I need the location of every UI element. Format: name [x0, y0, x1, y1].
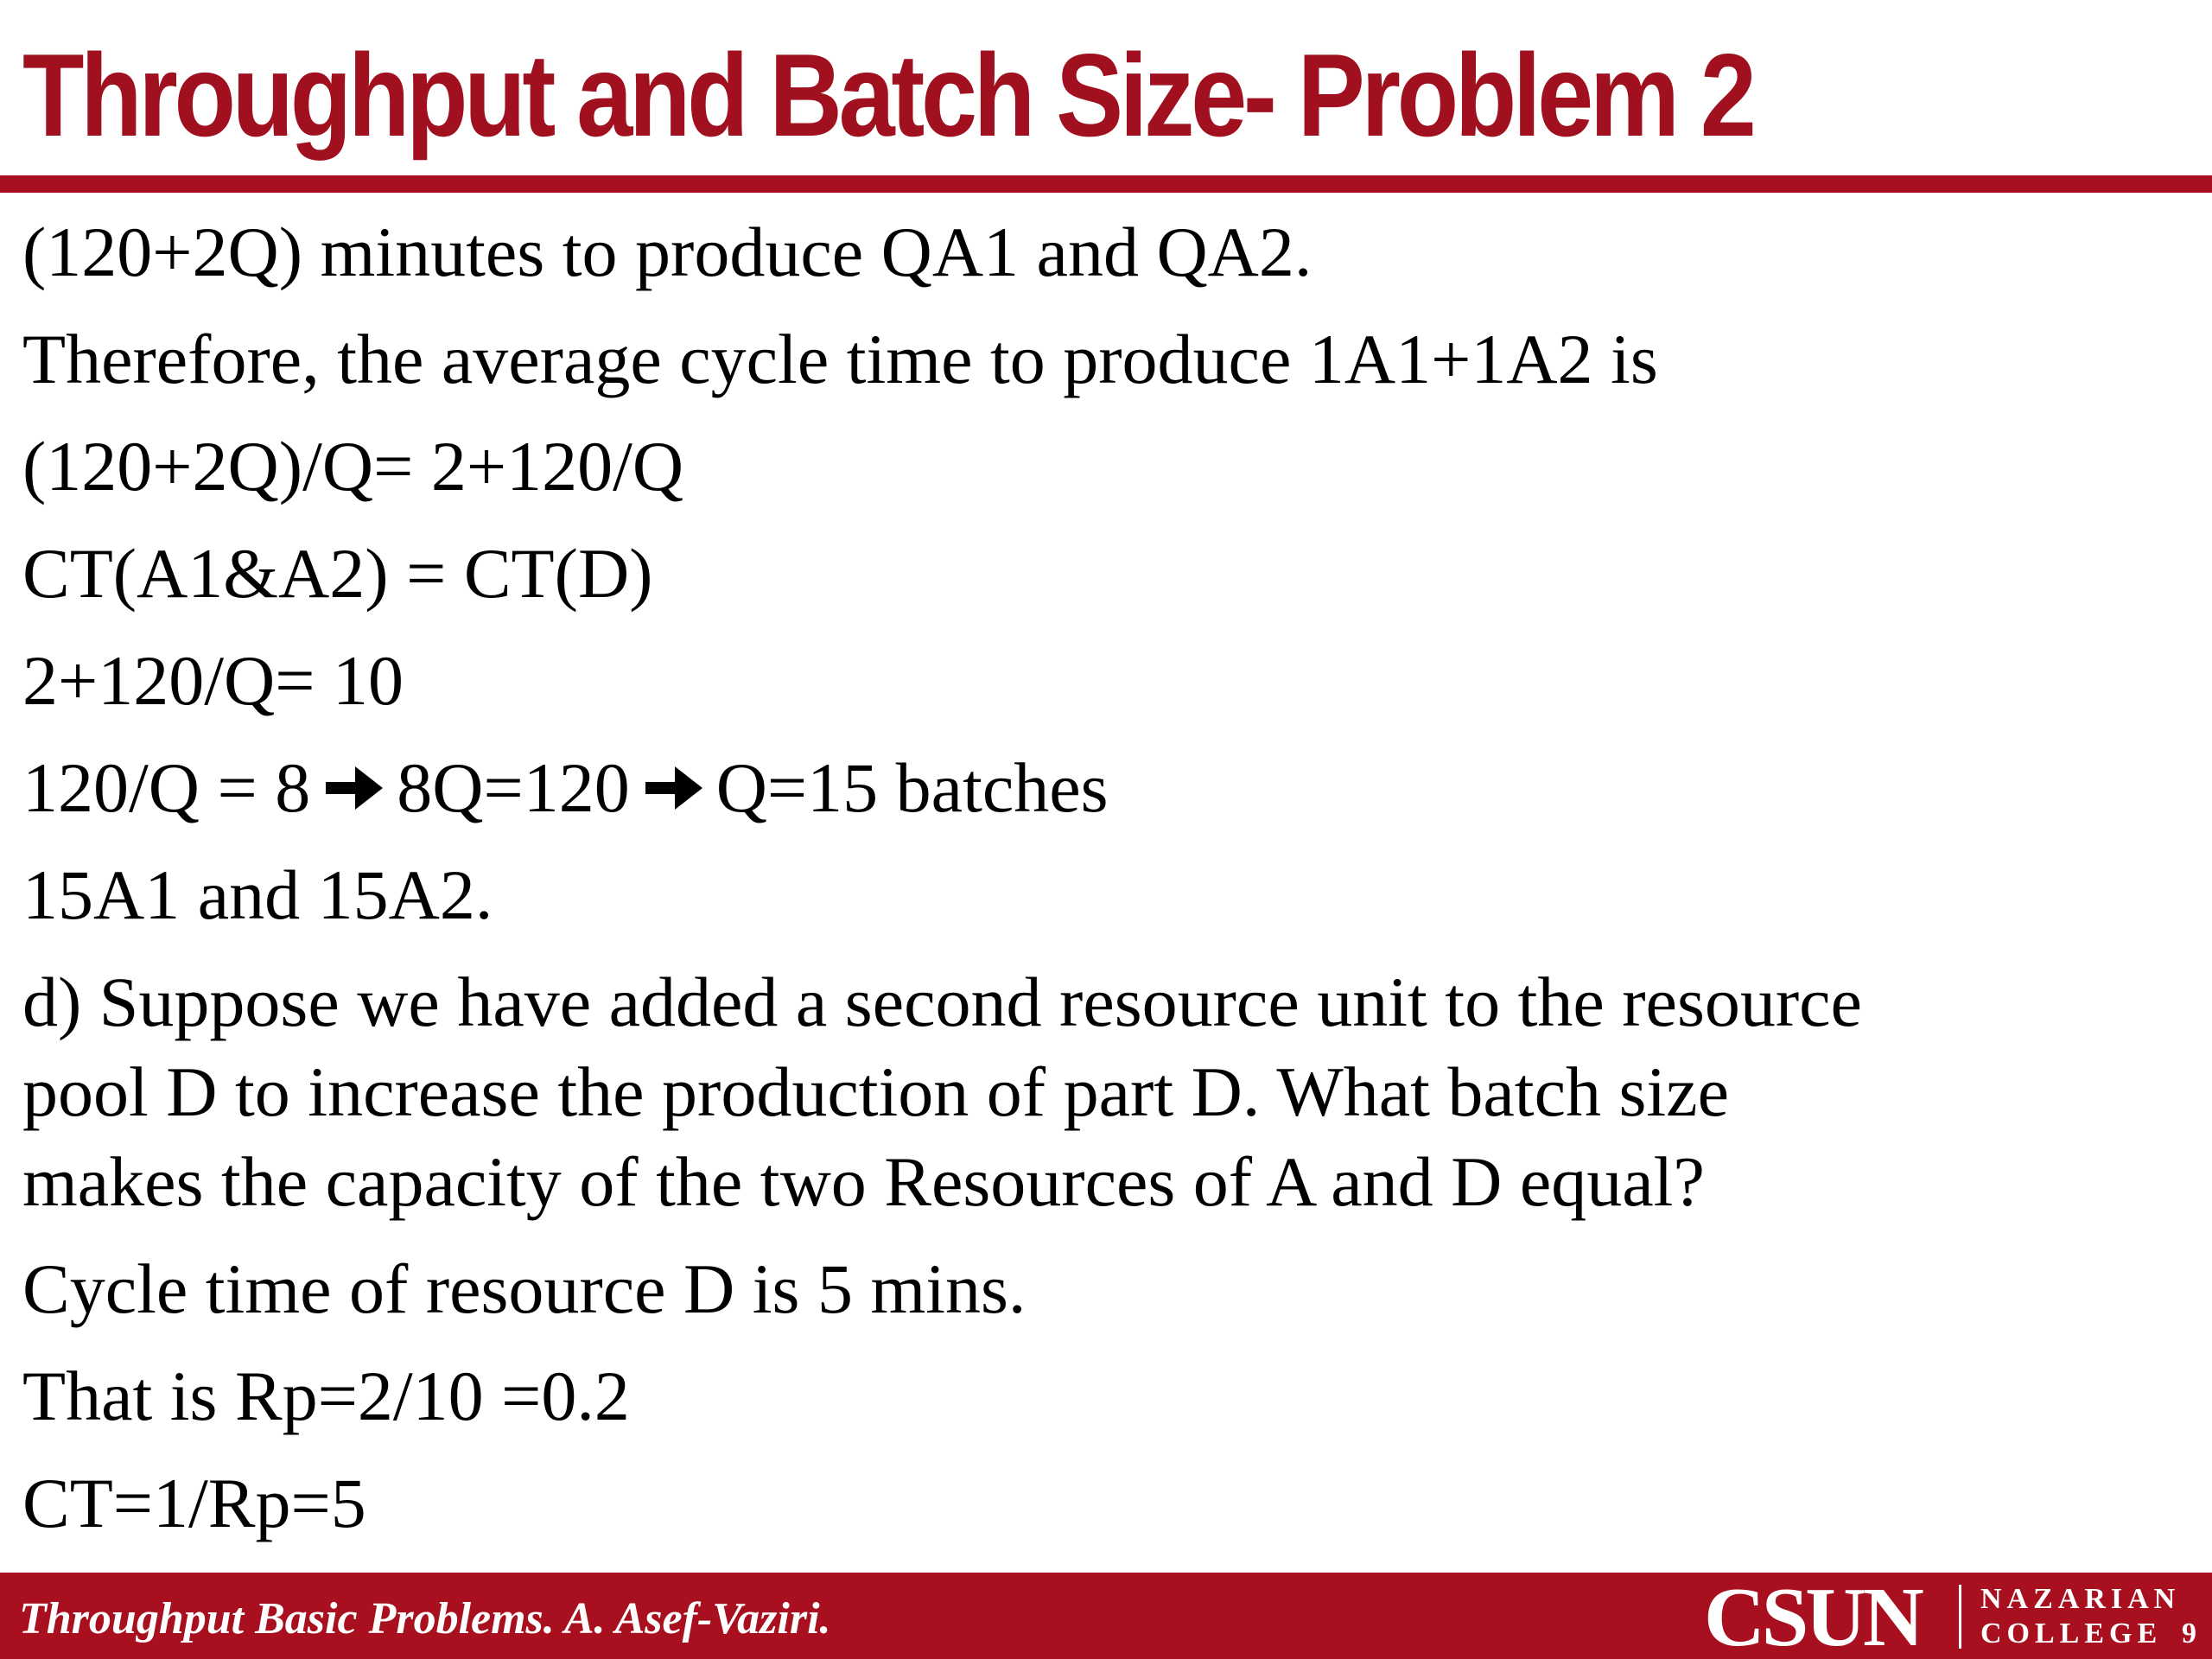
title-divider [0, 175, 2212, 193]
logo-line-1: NAZARIAN [1980, 1583, 2181, 1615]
csun-nazarian-logo [1704, 1573, 2205, 1659]
equation-step-2: 8Q=120 [397, 748, 630, 827]
body-line-arrows [22, 743, 2183, 833]
question-paragraph [22, 957, 2183, 1227]
question-line: pool D to increase the production of part D. What batch size [22, 1052, 1729, 1131]
question-line: makes the capacity of the two Resources of A and D equal? [22, 1142, 1705, 1221]
footer-bar [0, 1573, 2212, 1659]
body-line: That is Rp=2/10 =0.2 [22, 1357, 630, 1435]
footer-caption: Throughput Basic Problems. A. Asef-Vaziri. [19, 1594, 831, 1643]
right-arrow-icon [322, 761, 385, 815]
right-arrow-icon [642, 761, 704, 815]
body-line: CT(A1&A2) = CT(D) [22, 534, 653, 613]
body-line: Therefore, the average cycle time to produce 1A1+1A2 is [22, 320, 1658, 398]
equation-step-3: Q=15 batches [715, 748, 1109, 827]
slide-body [22, 207, 2183, 1566]
logo-wordmark: CSUN [1704, 1571, 1921, 1659]
question-line: d) Suppose we have added a second resource unit to the resource [22, 963, 1862, 1041]
body-line: CT=1/Rp=5 [22, 1464, 366, 1542]
logo-line-2: COLLEGE [1980, 1618, 2163, 1649]
body-line: Cycle time of resource D is 5 mins. [22, 1249, 1027, 1328]
logo-divider [1959, 1585, 1961, 1649]
body-line: (120+2Q)/Q= 2+120/Q [22, 427, 684, 505]
slide-title: Throughput and Batch Size- Problem 2 [22, 29, 1753, 161]
page-number: 9 [2182, 1618, 2196, 1649]
body-line: 15A1 and 15A2. [22, 855, 493, 934]
body-line: (120+2Q) minutes to produce QA1 and QA2. [22, 213, 1313, 291]
equation-step-1: 120/Q = 8 [22, 748, 311, 827]
body-line: 2+120/Q= 10 [22, 641, 404, 720]
